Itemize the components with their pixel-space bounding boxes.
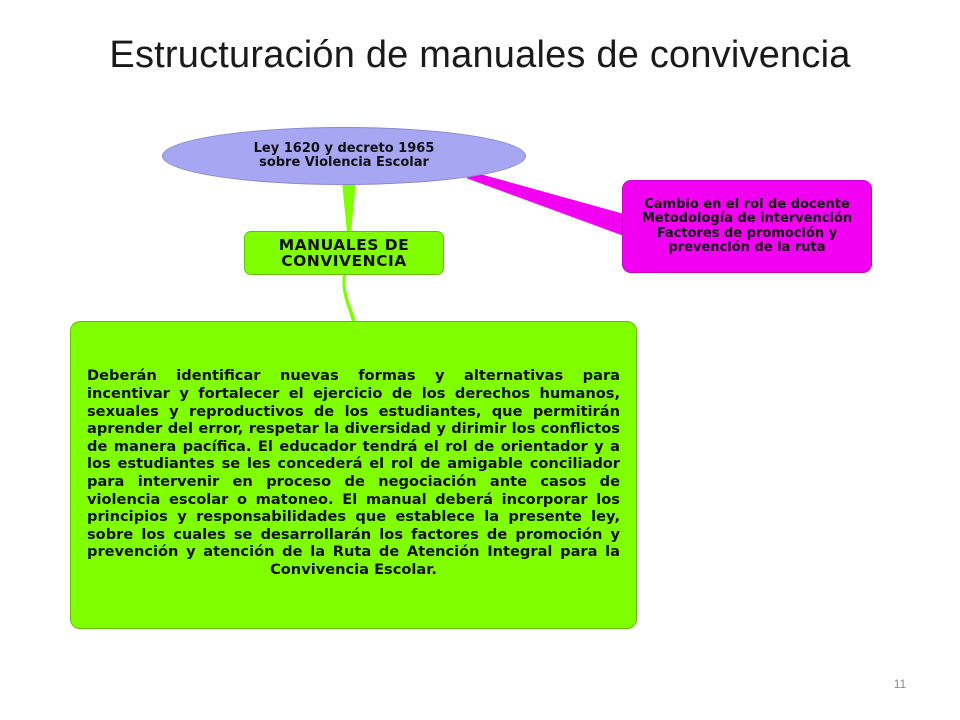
description-node-text: Deberán identificar nuevas formas y alternativas para incentivar y fortalecer el ejercicio de los derechos humanos, sexuales y reproductivos de los estudiantes, que permitirán aprender del error, respetar la diversidad y dirimir los conflictos de manera pacífica. El educador tendrá el rol de orientador y a los estudiantes se les concederá el rol de amigable conciliador para intervenir en proceso de negociación ante casos de violencia escolar o matoneo. El manual deberá incorporar los principios y responsabilidades que establece la presente ley, sobre los cuales se desarrollarán los factores de promoción y prevención y atención de la Ruta de Atención Integral para la Convivencia Escolar. — [87, 367, 620, 578]
change-node-text: Cambio en el rol de docente Metodología de intervención Factores de promoción y prevención de la ruta — [641, 197, 853, 255]
main-node — [244, 231, 444, 275]
slide-title: Estructuración de manuales de convivencia — [109, 34, 851, 76]
law-node-text: Ley 1620 y decreto 1965 sobre Violencia Escolar — [253, 141, 435, 170]
description-node — [70, 321, 637, 629]
change-node — [622, 180, 872, 273]
connector-law-to-change — [466, 174, 624, 236]
main-node-text: MANUALES DE CONVIVENCIA — [278, 236, 410, 270]
connector-law-to-main — [342, 182, 356, 232]
law-node — [162, 127, 526, 185]
connector-main-to-description — [342, 275, 356, 322]
page-number: 11 — [893, 677, 907, 691]
